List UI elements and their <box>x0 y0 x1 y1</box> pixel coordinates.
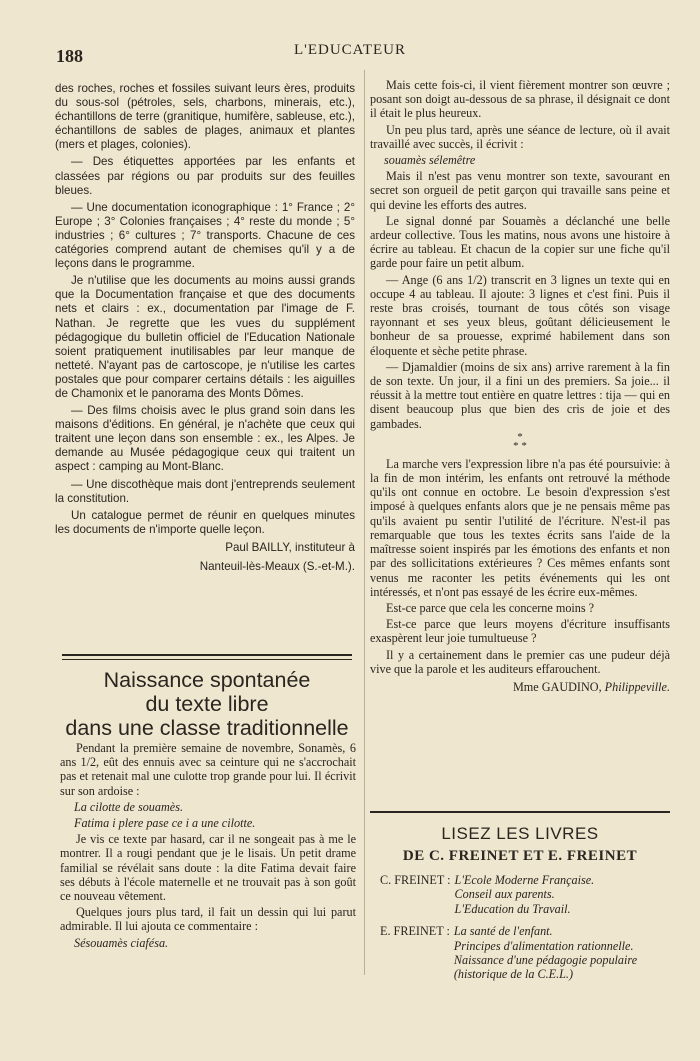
paragraph: — Une discothèque mais dont j'entreprends seulement la constitution. <box>55 477 355 505</box>
article-title <box>62 668 352 740</box>
paragraph: Le signal donné par Souamès a déclanché une belle ardeur collective. Tous les matins, nous avons une histoire à écrire au tableau. Et chacun de la copier sur une fiche qu'il garde pour faire un petit album. <box>370 213 670 271</box>
paragraph: Mais cette fois-ci, il vient fièrement montrer son œuvre ; posant son doigt au-dessous de sa phrase, il désignait ce dont il était le plus heureux. <box>370 78 670 121</box>
star-top: * <box>517 430 523 443</box>
section-divider <box>62 654 352 656</box>
article-bailly <box>55 82 355 575</box>
paragraph: des roches, roches et fossiles suivant leurs ères, produits du sous-sol (pétroles, sels, charbons, minerais, etc.), échantillons de terre (granitique, humifère, sableuse, etc.), échantillons de sables de plages, animaux et plantes (mers et plages, colonies). <box>55 82 355 152</box>
signature-place: Philippeville. <box>604 679 670 694</box>
book-title: Naissance d'une pédagogie populaire <box>453 953 638 968</box>
star-bottom: * * <box>513 439 527 452</box>
paragraph: La marche vers l'expression libre n'a pas été poursuivie: à la fin de mon intérim, les enfants ont retrouvé la méthode qu'ils ont connue en octobre. Le besoin d'expression s'est imposé à quelques enfants alors que je ne pensais même pas qu'ils avaient pu sentir l'utilité de l'écriture. N'est-il pas remarquable que tous les textes écrits sans l'aide de la maîtresse soient inspirés par les émotions des enfants et non par des sollicitations extérieures ? Ces mêmes enfants sont venus me raconter les petits événements qui les ont intéressés, et n'ont pas essayé de les écrire eux-mêmes. <box>370 456 670 599</box>
child-text-line: La cilotte de souamès. <box>74 799 183 814</box>
book-title: Principes d'alimentation rationnelle. <box>453 938 634 953</box>
section-break-stars <box>370 430 670 452</box>
paragraph: — Des étiquettes apportées par les enfants et classées par régions ou par produits sur des feuilles bleues. <box>55 155 355 197</box>
paragraph: Mais il n'est pas venu montrer son texte, savourant en secret son orgueil de petit garçon qui travaille sans peine et qui devine les efforts des autres. <box>370 169 670 212</box>
paragraph: Est-ce parce que cela les concerne moins ? <box>386 600 595 615</box>
paragraph: Quelques jours plus tard, il fait un dessin qui lui parut admirable. Il lui ajouta ce commentaire : <box>60 905 356 934</box>
book-author: C. FREINET : <box>380 873 451 887</box>
title-line: Naissance spontanée <box>103 668 311 692</box>
paragraph: — Une documentation iconographique : 1° France ; 2° Europe ; 3° Colonies françaises ; 4° reste du monde ; 5° industries ; 6° cultures ; 7° transports. Chacune de ces catégories comprend autant de chemises qu'il y a de leçons dans le programme. <box>55 200 355 271</box>
paragraph: — Djamaldier (moins de six ans) arrive rarement à la fin de son texte. Un jour, il a fini un des premiers. Sa joie... il réussit à la mettre tout entière en quatre lettres : tija — qui en disent beaucoup plus que bien des cris de joie et des gambades. <box>370 359 670 431</box>
child-text-line: Sésouamès ciafésa. <box>74 935 169 950</box>
page-number: 188 <box>56 46 83 66</box>
book-title-list <box>454 924 637 982</box>
child-text-line: souamès sélemêtre <box>384 153 476 168</box>
paragraph: Il y a certainement dans le premier cas une pudeur déjà vive que la parole et les auditeurs effarouchent. <box>370 647 670 676</box>
running-title: L'EDUCATEUR <box>293 42 407 58</box>
book-title: Conseil aux parents. <box>454 887 555 902</box>
title-line: dans une classe traditionnelle <box>65 716 349 740</box>
section-divider-thin <box>62 659 352 660</box>
signature-name: Mme GAUDINO, <box>512 679 602 694</box>
book-group <box>380 873 670 916</box>
paragraph: — Des films choisis avec le plus grand soin dans les maisons d'éditions. En général, je n'achète que ceux qui traitent une leçon dans son ensemble : ex., les Alpes. Je demande au Musée pédagogique ceux qui traitent un aspect : camping au Mont-Blanc. <box>55 404 355 474</box>
books-advertisement <box>370 811 670 990</box>
book-author: E. FREINET : <box>380 924 450 939</box>
signature-line-1: Paul BAILLY, instituteur à <box>225 540 355 554</box>
signature-line-2: Nanteuil-lès-Meaux (S.-et-M.). <box>199 559 355 573</box>
book-group <box>380 924 670 982</box>
paragraph: — Ange (6 ans 1/2) transcrit en 3 lignes un texte qui en occupe 4 au tableau. Il ajoute: 3 lignes et c'est fini. Puis il reste bras croisés, tournant de tous côtés son visage rayonnant et ses yeux bleus, goûtant délicieusement le bonheur de sa prouesse, exprimé habilement dans son éloquente et sèche petite phrase. <box>370 272 670 358</box>
child-text-line: Fatima i plere pase ce i a une cilotte. <box>74 816 256 831</box>
paragraph: Un catalogue permet de réunir en quelques minutes les documents de n'importe quelle leçon. <box>55 508 355 536</box>
books-title: LISEZ LES LIVRES <box>441 824 599 843</box>
book-title: (historique de la C.E.L.) <box>453 967 574 982</box>
books-subtitle: DE C. FREINET ET E. FREINET <box>402 848 638 864</box>
book-title: L'Education du Travail. <box>454 901 571 916</box>
article-gaudino-right <box>370 78 670 696</box>
book-title: La santé de l'enfant. <box>453 924 553 939</box>
column-rule <box>364 70 365 975</box>
paragraph: Je n'utilise que les documents au moins aussi grands que la Documentation française et que des documents nets et clairs : ex., documentation par l'image de F. Nathan. Je regrette que les vues du supplément pédagogique du bulletin officiel de l'Education Nationale soient pratiquement inutilisables par leur manque de netteté. N'ayant pas de cartoscope, je n'utilise les cartes postales que pour comparer certains détails : les aiguilles de Chamonix et le panorama des Monts Dômes. <box>55 274 355 400</box>
book-title-list <box>455 873 595 916</box>
title-line: du texte libre <box>145 692 269 716</box>
paragraph: Un peu plus tard, après une séance de lecture, où il avait travaillé avec succès, il écrivit : <box>370 122 670 151</box>
box-rule <box>370 811 670 813</box>
article-gaudino-left <box>60 741 356 952</box>
paragraph: Pendant la première semaine de novembre, Sonamès, 6 ans 1/2, eût des ennuis avec sa ceinture qui ne s'accrochait pas et retenait mal une culotte trop grande pour lui. Il écrivit sur son ardoise : <box>60 741 356 798</box>
article-signature <box>370 680 670 694</box>
book-title: L'Ecole Moderne Française. <box>454 873 595 887</box>
paragraph: Je vis ce texte par hasard, car il ne songeait pas à me le montrer. Il a rougi pendant que je le lisais. Un petit drame familial se révélait sans doute : la dite Fatima devait faire ses débuts à l'école maternelle et ne trouvait pas à son goût ce nouveau vêtement. <box>60 832 356 904</box>
paragraph: Est-ce parce que leurs moyens d'écriture insuffisants exaspèrent leur joie tumultueuse ? <box>370 617 670 646</box>
